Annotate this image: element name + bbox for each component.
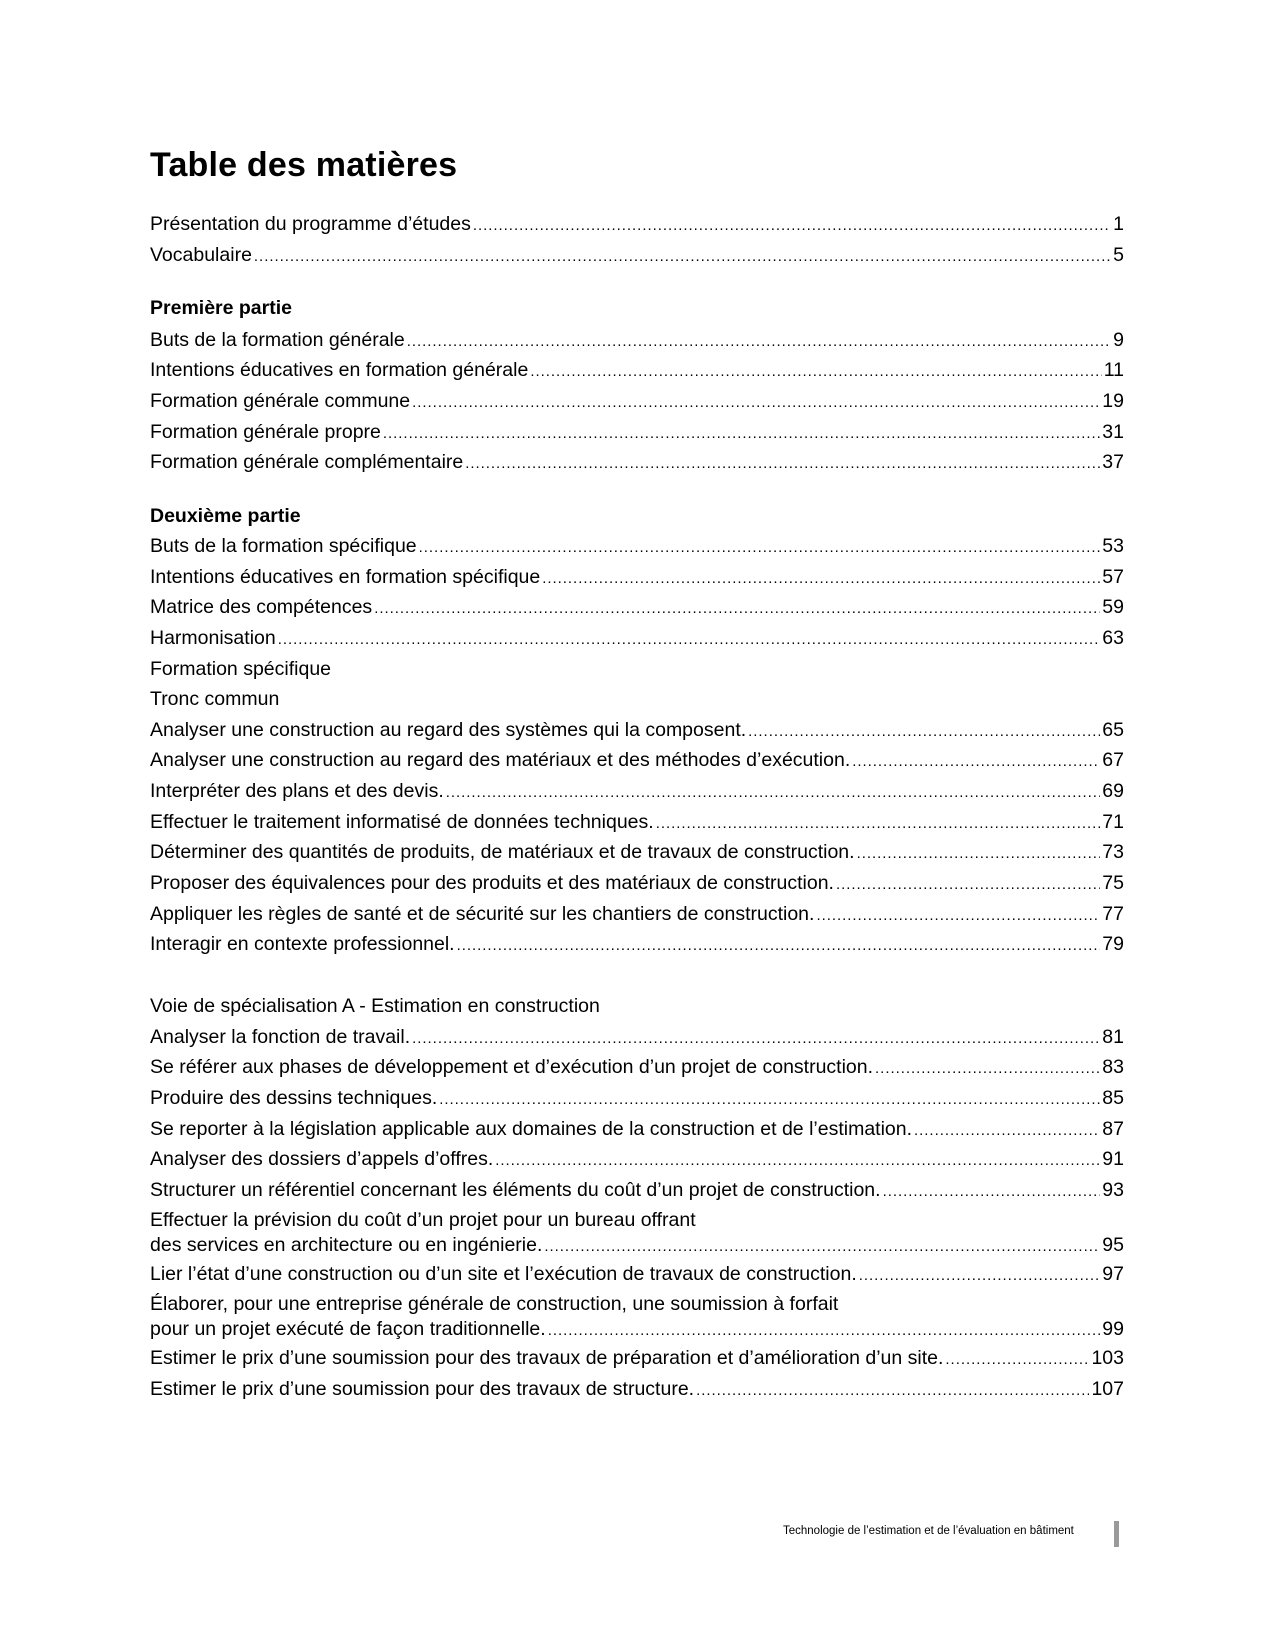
subheading-voie-a: Voie de spécialisation A - Estimation en construction xyxy=(150,995,600,1017)
toc-entry-page: 85 xyxy=(1102,1087,1124,1109)
toc-entry[interactable] xyxy=(150,1262,1124,1286)
toc-entry-label: Se référer aux phases de développement et d’exécution d’un projet de construction. xyxy=(150,1056,874,1078)
toc-entry[interactable] xyxy=(150,779,1124,803)
toc-entry[interactable] xyxy=(150,1178,1124,1202)
section-heading-part1: Première partie xyxy=(150,297,292,319)
toc-entry-page: 77 xyxy=(1102,903,1124,925)
toc-entry-label: Intentions éducatives en formation spécifique xyxy=(150,566,541,588)
toc-entry-page: 95 xyxy=(1102,1234,1124,1256)
dot-leader xyxy=(748,720,1100,744)
toc-entry-page: 75 xyxy=(1102,872,1124,894)
toc-entry-label: Analyser une construction au regard des matériaux et des méthodes d’exécution. xyxy=(150,749,851,771)
section-heading-part2: Deuxième partie xyxy=(150,505,301,527)
page-footer: Technologie de l’estimation et de l’évaluation en bâtiment xyxy=(783,1525,1074,1537)
dot-leader xyxy=(419,536,1101,560)
toc-entry-label: Harmonisation xyxy=(150,627,276,649)
toc-entry[interactable] xyxy=(150,420,1124,444)
toc-entry-label: Appliquer les règles de santé et de sécurité sur les chantiers de construction. xyxy=(150,903,815,925)
toc-entry-label: Proposer des équivalences pour des produits et des matériaux de construction. xyxy=(150,872,834,894)
toc-entry-page: 63 xyxy=(1102,627,1124,649)
dot-leader xyxy=(852,750,1100,774)
dot-leader xyxy=(407,330,1111,354)
dot-leader xyxy=(914,1119,1100,1143)
dot-leader xyxy=(548,1319,1101,1343)
toc-entry[interactable] xyxy=(150,748,1124,772)
toc-entry-page: 67 xyxy=(1102,749,1124,771)
toc-entry[interactable] xyxy=(150,358,1124,382)
toc-entry[interactable] xyxy=(150,328,1124,352)
toc-entry-page: 103 xyxy=(1091,1347,1124,1369)
subheading-tronc-commun: Tronc commun xyxy=(150,688,280,710)
toc-entry-label: Lier l’état d’une construction ou d’un site et l’exécution de travaux de construction. xyxy=(150,1263,857,1285)
toc-entry-label: Interpréter des plans et des devis. xyxy=(150,780,444,802)
dot-leader xyxy=(465,452,1100,476)
toc-entry[interactable] xyxy=(150,389,1124,413)
dot-leader xyxy=(859,1264,1101,1288)
toc-entry-label: Structurer un référentiel concernant les éléments du coût d’un projet de construction. xyxy=(150,1179,881,1201)
toc-entry-page: 81 xyxy=(1102,1026,1124,1048)
toc-entry-page: 19 xyxy=(1102,390,1124,412)
dot-leader xyxy=(530,360,1101,384)
toc-entry-label: Présentation du programme d’études xyxy=(150,213,471,235)
toc-entry-page: 11 xyxy=(1103,359,1124,381)
toc-entry-label: Buts de la formation spécifique xyxy=(150,535,417,557)
toc-entry[interactable] xyxy=(150,1086,1124,1110)
toc-entry[interactable] xyxy=(150,871,1124,895)
toc-entry-page: 1 xyxy=(1113,213,1124,235)
toc-entry-label: Matrice des compétences xyxy=(150,596,373,618)
toc-entry-page: 59 xyxy=(1102,596,1124,618)
toc-entry[interactable] xyxy=(150,1117,1124,1141)
toc-entry-page: 37 xyxy=(1102,451,1124,473)
toc-entry[interactable] xyxy=(150,565,1124,589)
toc-entry[interactable] xyxy=(150,932,1124,956)
dot-leader xyxy=(945,1348,1089,1372)
toc-entry-label: Analyser la fonction de travail. xyxy=(150,1026,411,1048)
dot-leader xyxy=(836,873,1100,897)
dot-leader xyxy=(495,1149,1100,1173)
toc-entry[interactable] xyxy=(150,1377,1124,1401)
dot-leader xyxy=(883,1180,1101,1204)
dot-leader xyxy=(439,1088,1100,1112)
toc-entry-label: Analyser des dossiers d’appels d’offres. xyxy=(150,1148,494,1170)
toc-entry-page: 73 xyxy=(1102,841,1124,863)
dot-leader xyxy=(383,422,1100,446)
dot-leader xyxy=(412,1027,1100,1051)
toc-entry-multiline[interactable] xyxy=(150,1292,1124,1342)
dot-leader xyxy=(374,597,1100,621)
toc-entry[interactable] xyxy=(150,212,1124,236)
toc-entry-label: Analyser une construction au regard des systèmes qui la composent. xyxy=(150,719,747,741)
toc-entry-page: 107 xyxy=(1091,1378,1124,1400)
dot-leader xyxy=(412,391,1100,415)
toc-entry-page: 57 xyxy=(1102,566,1124,588)
toc-entry-label-line1: Élaborer, pour une entreprise générale de construction, une soumission à forfait xyxy=(150,1293,839,1315)
dot-leader xyxy=(656,812,1101,836)
toc-entry-label: Se reporter à la législation applicable aux domaines de la construction et de l’estimation. xyxy=(150,1118,913,1140)
toc-entry-page: 97 xyxy=(1102,1263,1124,1285)
toc-entry-label-line2: pour un projet exécuté de façon traditionnelle. xyxy=(150,1318,546,1340)
toc-entry-label: Effectuer le traitement informatisé de données techniques. xyxy=(150,811,654,833)
dot-leader xyxy=(875,1057,1100,1081)
toc-entry-page: 87 xyxy=(1102,1118,1124,1140)
dot-leader xyxy=(816,904,1100,928)
page-title: Table des matières xyxy=(150,146,458,184)
toc-entry-page: 71 xyxy=(1102,811,1124,833)
dot-leader xyxy=(544,1235,1100,1259)
footer-divider-bar xyxy=(1114,1521,1119,1547)
toc-entry-label: Formation générale commune xyxy=(150,390,411,412)
dot-leader xyxy=(696,1379,1089,1403)
dot-leader xyxy=(473,214,1111,238)
toc-entry-page: 79 xyxy=(1102,933,1124,955)
toc-entry-page: 93 xyxy=(1102,1179,1124,1201)
dot-leader xyxy=(542,567,1100,591)
toc-entry-page: 99 xyxy=(1102,1318,1124,1340)
toc-entry[interactable] xyxy=(150,1025,1124,1049)
toc-entry[interactable] xyxy=(150,595,1124,619)
dot-leader xyxy=(457,934,1101,958)
toc-entry[interactable] xyxy=(150,810,1124,834)
toc-entry-page: 91 xyxy=(1102,1148,1124,1170)
toc-entry[interactable] xyxy=(150,450,1124,474)
dot-leader xyxy=(278,628,1101,652)
toc-entry-page: 69 xyxy=(1102,780,1124,802)
toc-entry-label: Intentions éducatives en formation générale xyxy=(150,359,529,381)
toc-entry-label: Buts de la formation générale xyxy=(150,329,405,351)
subheading-formation-specifique: Formation spécifique xyxy=(150,658,332,680)
toc-entry[interactable] xyxy=(150,1147,1124,1171)
toc-entry-multiline[interactable] xyxy=(150,1208,1124,1258)
toc-entry-page: 5 xyxy=(1113,244,1124,266)
toc-entry[interactable] xyxy=(150,1055,1124,1079)
toc-entry[interactable] xyxy=(150,718,1124,742)
dot-leader xyxy=(446,781,1101,805)
toc-entry-page: 65 xyxy=(1102,719,1124,741)
dot-leader xyxy=(857,842,1101,866)
toc-entry-page: 83 xyxy=(1102,1056,1124,1078)
toc-entry[interactable] xyxy=(150,243,1124,267)
toc-entry-label: Estimer le prix d’une soumission pour des travaux de structure. xyxy=(150,1378,695,1400)
toc-entry-label: Déterminer des quantités de produits, de matériaux et de travaux de construction. xyxy=(150,841,855,863)
toc-entry-label: Estimer le prix d’une soumission pour des travaux de préparation et d’amélioration d’un site. xyxy=(150,1347,944,1369)
toc-entry-label: Formation générale propre xyxy=(150,421,381,443)
toc-entry-label: Formation générale complémentaire xyxy=(150,451,464,473)
toc-entry-label-line2: des services en architecture ou en ingénierie. xyxy=(150,1234,543,1256)
toc-entry[interactable] xyxy=(150,534,1124,558)
toc-entry[interactable] xyxy=(150,626,1124,650)
toc-entry-label: Interagir en contexte professionnel. xyxy=(150,933,455,955)
toc-entry[interactable] xyxy=(150,902,1124,926)
toc-entry-page: 31 xyxy=(1102,421,1124,443)
toc-entry[interactable] xyxy=(150,840,1124,864)
toc-entry-label-line1: Effectuer la prévision du coût d’un projet pour un bureau offrant xyxy=(150,1209,696,1231)
toc-entry-label: Vocabulaire xyxy=(150,244,252,266)
toc-entry-label: Produire des dessins techniques. xyxy=(150,1087,438,1109)
toc-entry[interactable] xyxy=(150,1346,1124,1370)
dot-leader xyxy=(254,245,1111,269)
toc-entry-page: 53 xyxy=(1102,535,1124,557)
toc-entry-page: 9 xyxy=(1113,329,1124,351)
